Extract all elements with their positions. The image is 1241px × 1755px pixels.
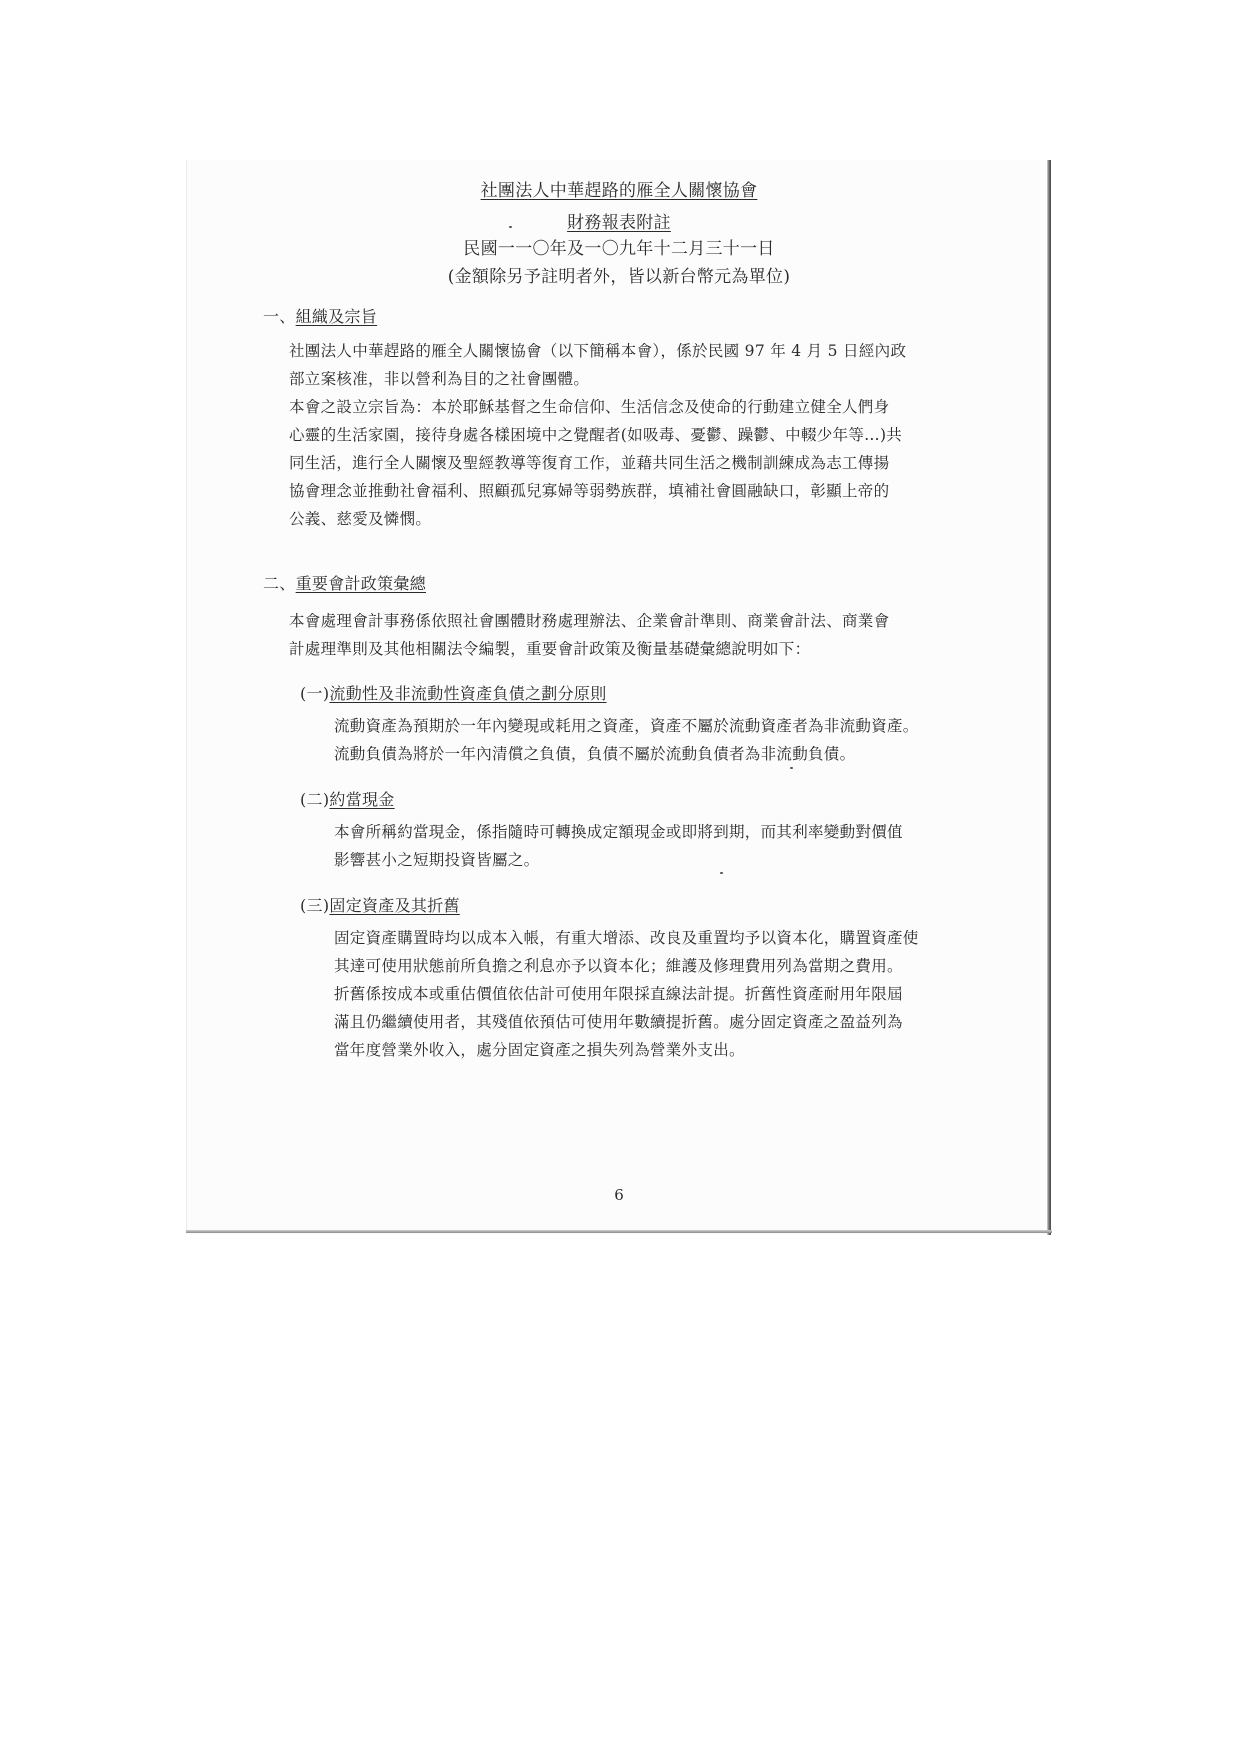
section-1-heading: 一、組織及宗旨 xyxy=(263,307,378,326)
subsection-1-line: 流動負債為將於一年內清償之負債，負債不屬於流動負債者為非流動負債。 xyxy=(334,745,856,763)
scan-speck xyxy=(720,872,723,874)
subsection-1-line: 流動資產為預期於一年內變現或耗用之資產，資產不屬於流動資產者為非流動資產。 xyxy=(334,717,919,735)
title-organization: 社團法人中華趕路的雁全人關懷協會 xyxy=(480,181,758,201)
subsection-3-line: 滿且仍繼續使用者，其殘值依預估可使用年數續提折舊。處分固定資產之盈益列為 xyxy=(334,1013,903,1031)
subsection-3-line: 固定資產購置時均以成本入帳，有重大增添、改良及重置均予以資本化，購置資產使 xyxy=(334,929,919,947)
scan-speck xyxy=(509,226,512,228)
section-2-heading: 二、重要會計政策彙總 xyxy=(263,574,427,593)
scan-left-edge xyxy=(186,160,187,1232)
scan-right-edge xyxy=(1047,160,1051,1235)
section-1-line: 本會之設立宗旨為：本於耶穌基督之生命信仰、生活信念及使命的行動建立健全人們身 xyxy=(289,398,890,416)
subsection-3-line: 折舊係按成本或重估價值依估計可使用年限採直線法計提。折舊性資產耐用年限屆 xyxy=(334,985,903,1003)
subsection-3-line: 其達可使用狀態前所負擔之利息亦予以資本化；維護及修理費用列為當期之費用。 xyxy=(334,957,903,975)
subsection-3-heading: (三)固定資產及其折舊 xyxy=(300,896,460,915)
title-period: 民國一一〇年及一〇九年十二月三十一日 xyxy=(463,239,775,259)
title-unit-note: (金額除另予註明者外，皆以新台幣元為單位) xyxy=(447,267,791,287)
section-1-line: 同生活，進行全人關懷及聖經教導等復育工作，並藉共同生活之機制訓練成為志工傳揚 xyxy=(289,454,890,472)
scan-speck xyxy=(790,767,793,769)
section-2-line: 本會處理會計事務係依照社會團體財務處理辦法、企業會計準則、商業會計法、商業會 xyxy=(289,612,890,630)
subsection-3-line: 當年度營業外收入，處分固定資產之損失列為營業外支出。 xyxy=(334,1041,745,1059)
section-1-line: 公義、慈愛及憐憫。 xyxy=(289,510,432,528)
section-1-line: 社團法人中華趕路的雁全人關懷協會（以下簡稱本會），係於民國 97 年 4 月 5 日經內政 xyxy=(289,342,907,360)
page-number: 6 xyxy=(614,1186,624,1204)
subsection-1-heading: (一)流動性及非流動性資產負債之劃分原則 xyxy=(300,684,607,703)
section-1-line: 心靈的生活家園，接待身處各樣困境中之覺醒者(如吸毒、憂鬱、躁鬱、中輟少年等…)共 xyxy=(289,426,903,444)
scan-bottom-edge xyxy=(186,1230,1052,1233)
subsection-2-line: 本會所稱約當現金，係指隨時可轉換成定額現金或即將到期，而其利率變動對價值 xyxy=(334,823,903,841)
subsection-2-line: 影響甚小之短期投資皆屬之。 xyxy=(334,851,540,869)
subsection-2-heading: (二)約當現金 xyxy=(300,790,395,809)
title-document: 財務報表附註 xyxy=(567,213,671,233)
section-1-line: 協會理念並推動社會福利、照顧孤兒寡婦等弱勢族群，填補社會圓融缺口，彰顯上帝的 xyxy=(289,482,890,500)
section-1-line: 部立案核准，非以營利為目的之社會團體。 xyxy=(289,370,590,388)
section-2-line: 計處理準則及其他相關法令編製，重要會計政策及衡量基礎彙總說明如下： xyxy=(289,640,811,658)
